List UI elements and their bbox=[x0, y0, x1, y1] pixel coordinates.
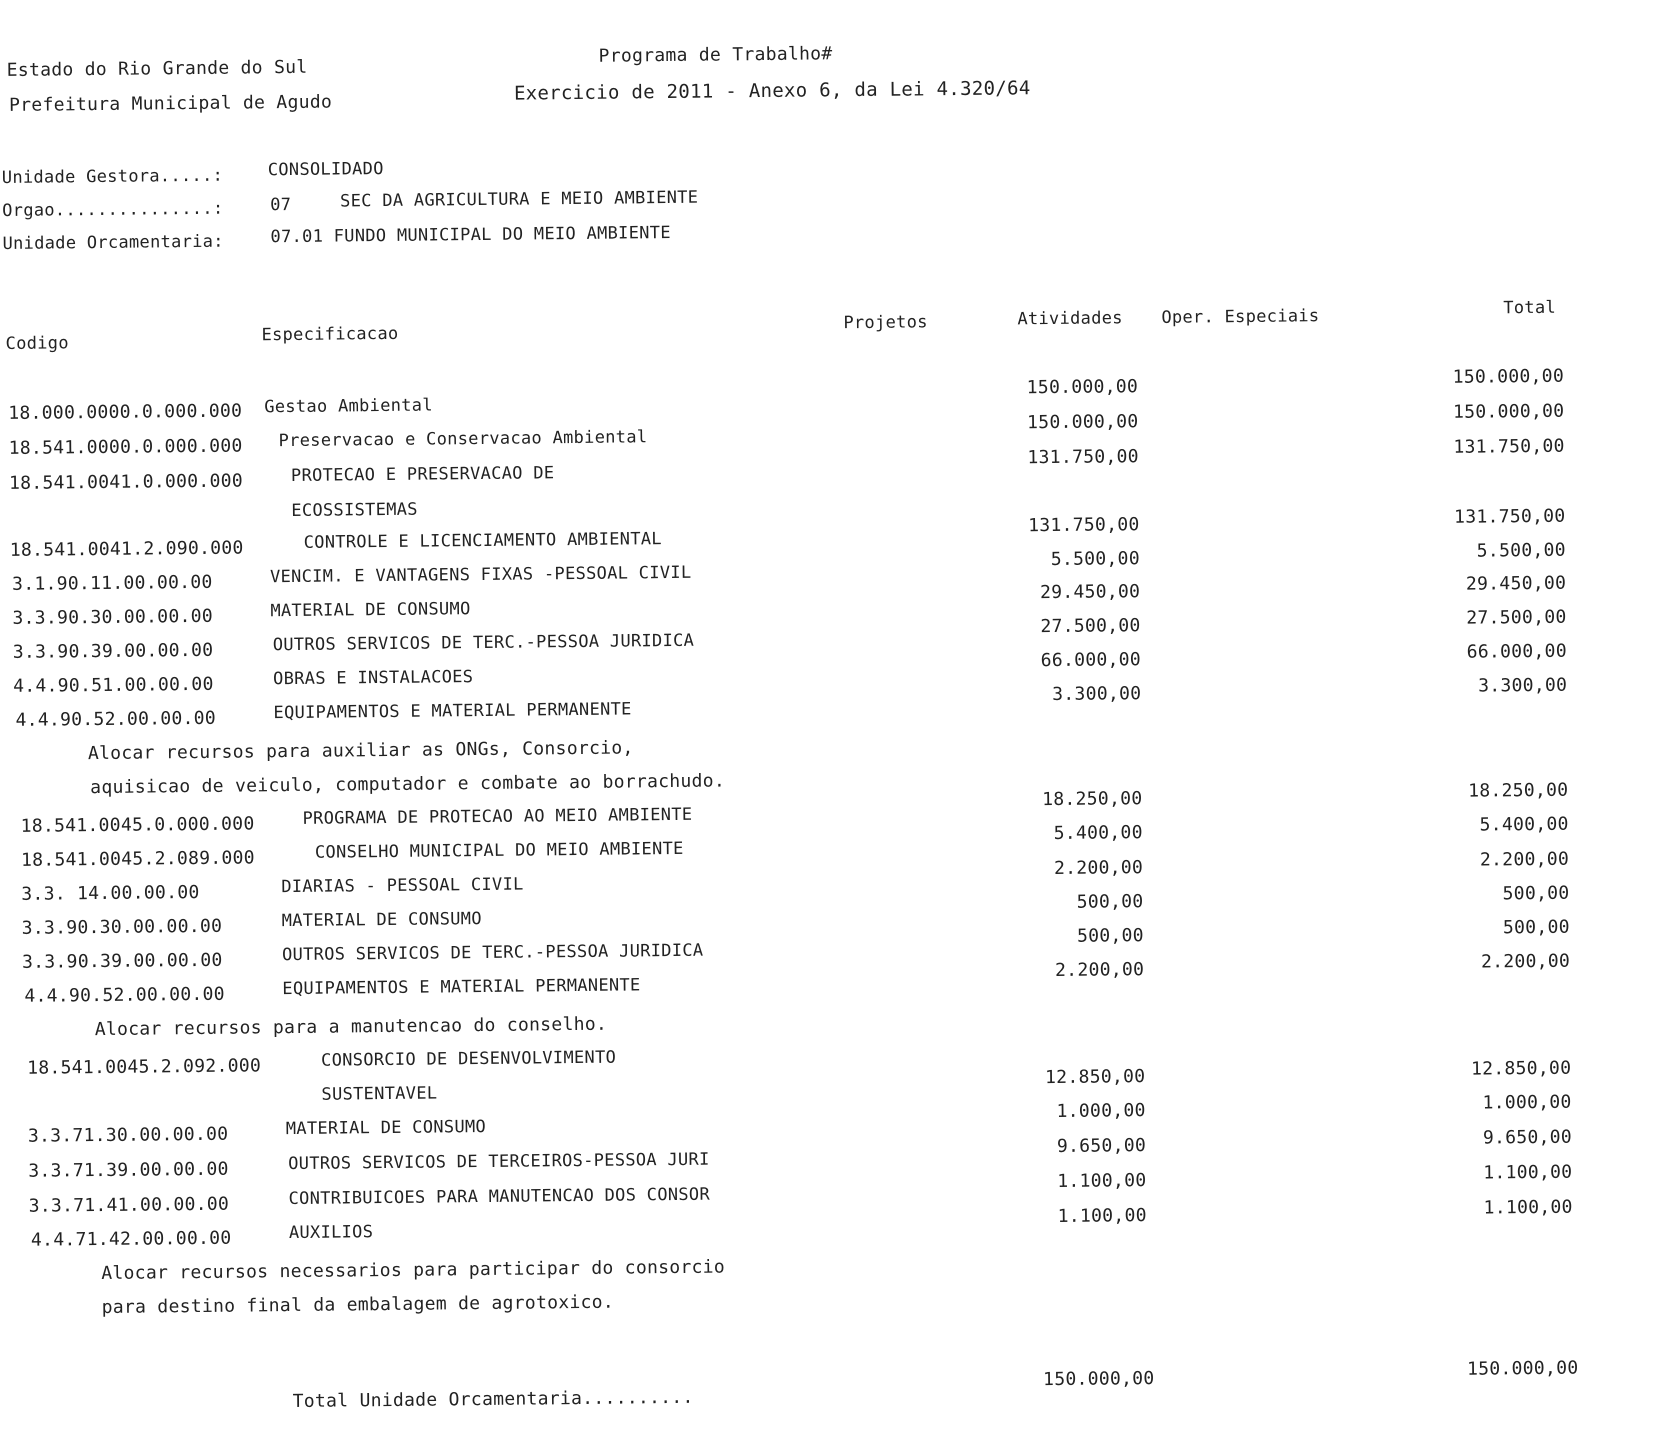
row-code: 3.3.90.39.00.00.00 bbox=[12, 639, 214, 663]
row-desc-continuation: SUSTENTAVEL bbox=[321, 1083, 438, 1105]
note-text: Alocar recursos necessarios para participar do consorcio bbox=[101, 1256, 726, 1285]
row-code: 3.3.71.30.00.00.00 bbox=[27, 1123, 229, 1147]
row-desc: MATERIAL DE CONSUMO bbox=[281, 909, 482, 932]
row-desc: Preservacao e Conservacao Ambiental bbox=[278, 427, 648, 452]
row-desc: CONTRIBUICOES PARA MANUTENCAO DOS CONSOR bbox=[288, 1184, 711, 1210]
row-code: 4.4.90.52.00.00.00 bbox=[24, 983, 226, 1007]
row-total: 2.200,00 bbox=[1480, 950, 1571, 973]
row-code: 3.3.71.39.00.00.00 bbox=[28, 1158, 229, 1182]
row-total: 29.450,00 bbox=[1465, 572, 1567, 595]
row-desc: EQUIPAMENTOS E MATERIAL PERMANENTE bbox=[273, 699, 632, 724]
row-atividades: 1.000,00 bbox=[1056, 1100, 1146, 1122]
row-desc: Gestao Ambiental bbox=[264, 395, 433, 418]
row-desc: EQUIPAMENTOS E MATERIAL PERMANENTE bbox=[282, 975, 641, 1000]
row-total: 500,00 bbox=[1502, 916, 1570, 939]
row-total: 3.300,00 bbox=[1478, 674, 1568, 697]
state-name: Estado do Rio Grande do Sul bbox=[6, 56, 308, 81]
row-total: 9.650,00 bbox=[1482, 1126, 1573, 1149]
row-desc: AUXILIOS bbox=[288, 1222, 374, 1244]
total-unidade-label: Total Unidade Orcamentaria.......... bbox=[292, 1386, 694, 1413]
row-atividades: 66.000,00 bbox=[1040, 649, 1142, 672]
note-text: Alocar recursos para auxiliar as ONGs, Consorcio, bbox=[87, 737, 634, 765]
row-code: 3.1.90.11.00.00.00 bbox=[12, 571, 213, 595]
row-desc: PROGRAMA DE PROTECAO AO MEIO AMBIENTE bbox=[302, 804, 693, 829]
row-total: 131.750,00 bbox=[1453, 435, 1565, 458]
row-desc: CONTROLE E LICENCIAMENTO AMBIENTAL bbox=[303, 529, 662, 553]
row-atividades: 12.850,00 bbox=[1044, 1066, 1146, 1089]
row-total: 131.750,00 bbox=[1454, 505, 1566, 528]
row-atividades: 131.750,00 bbox=[1027, 446, 1139, 469]
row-atividades: 18.250,00 bbox=[1042, 788, 1143, 811]
row-atividades: 1.100,00 bbox=[1057, 1170, 1147, 1192]
row-code: 18.541.0000.0.000.000 bbox=[8, 435, 243, 459]
orgao-label: Orgao...............: bbox=[2, 198, 224, 221]
row-total: 27.500,00 bbox=[1466, 606, 1567, 629]
row-total: 150.000,00 bbox=[1452, 400, 1565, 423]
row-atividades: 3.300,00 bbox=[1052, 683, 1142, 706]
unidade-gestora-value: CONSOLIDADO bbox=[267, 158, 384, 181]
municipality-name: Prefeitura Municipal de Agudo bbox=[8, 91, 333, 116]
row-code: 18.541.0041.2.090.000 bbox=[9, 537, 244, 561]
row-desc: OUTROS SERVICOS DE TERC.-PESSOA JURIDICA bbox=[272, 630, 695, 656]
row-atividades: 150.000,00 bbox=[1026, 376, 1139, 399]
row-atividades: 27.500,00 bbox=[1040, 615, 1141, 638]
exercise-title: Exercicio de 2011 - Anexo 6, da Lei 4.320/64 bbox=[513, 77, 1031, 105]
row-total: 5.500,00 bbox=[1476, 539, 1566, 562]
row-code: 18.541.0041.0.000.000 bbox=[8, 470, 244, 494]
note-text: aquisicao de veiculo, computador e combate ao borrachudo. bbox=[90, 770, 726, 799]
row-code: 18.541.0045.0.000.000 bbox=[20, 813, 255, 837]
total-unidade-atividades: 150.000,00 bbox=[1043, 1367, 1155, 1391]
row-code: 18.541.0045.2.092.000 bbox=[27, 1055, 262, 1079]
row-atividades: 9.650,00 bbox=[1056, 1135, 1147, 1157]
row-total: 5.400,00 bbox=[1479, 813, 1569, 836]
total-unidade-total: 150.000,00 bbox=[1466, 1357, 1579, 1380]
row-total: 18.250,00 bbox=[1468, 779, 1569, 802]
row-desc: DIARIAS - PESSOAL CIVIL bbox=[281, 874, 524, 898]
column-total: Total bbox=[1503, 297, 1557, 319]
row-code: 4.4.90.51.00.00.00 bbox=[13, 673, 214, 697]
unidade-orcamentaria-value: 07.01 FUNDO MUNICIPAL DO MEIO AMBIENTE bbox=[270, 222, 671, 248]
row-atividades: 500,00 bbox=[1076, 925, 1144, 947]
column-especificacao: Especificacao bbox=[261, 323, 399, 346]
column-atividades: Atividades bbox=[1017, 308, 1123, 330]
row-atividades: 29.450,00 bbox=[1039, 581, 1141, 604]
row-total: 500,00 bbox=[1502, 882, 1570, 905]
row-total: 1.100,00 bbox=[1483, 1161, 1573, 1184]
note-text: Alocar recursos para a manutencao do conselho. bbox=[94, 1013, 608, 1041]
orgao-name: SEC DA AGRICULTURA E MEIO AMBIENTE bbox=[340, 187, 699, 212]
row-total: 66.000,00 bbox=[1466, 640, 1568, 663]
unidade-orcamentaria-label: Unidade Orcamentaria: bbox=[2, 231, 224, 254]
row-total: 1.000,00 bbox=[1482, 1091, 1572, 1114]
row-desc-continuation: ECOSSISTEMAS bbox=[291, 499, 418, 521]
row-desc: MATERIAL DE CONSUMO bbox=[285, 1116, 487, 1140]
row-code: 4.4.71.42.00.00.00 bbox=[30, 1227, 232, 1251]
row-atividades: 5.400,00 bbox=[1053, 822, 1143, 845]
row-desc: OUTROS SERVICOS DE TERC.-PESSOA JURIDICA bbox=[281, 940, 704, 966]
row-desc: OBRAS E INSTALACOES bbox=[273, 667, 474, 690]
row-desc: CONSELHO MUNICIPAL DO MEIO AMBIENTE bbox=[314, 838, 684, 863]
row-code: 3.3.90.30.00.00.00 bbox=[12, 605, 214, 629]
orgao-code: 07 bbox=[270, 194, 292, 216]
row-atividades: 5.500,00 bbox=[1050, 548, 1141, 571]
row-desc: PROTECAO E PRESERVACAO DE bbox=[290, 463, 555, 486]
row-total: 2.200,00 bbox=[1479, 848, 1570, 871]
row-desc: OUTROS SERVICOS DE TERCEIROS-PESSOA JURI bbox=[288, 1149, 710, 1175]
row-total: 150.000,00 bbox=[1452, 365, 1565, 388]
row-code: 3.3.71.41.00.00.00 bbox=[28, 1193, 230, 1217]
unidade-gestora-label: Unidade Gestora.....: bbox=[1, 165, 224, 188]
row-atividades: 2.200,00 bbox=[1053, 857, 1144, 880]
row-total: 1.100,00 bbox=[1483, 1196, 1573, 1219]
row-code: 3.3.90.39.00.00.00 bbox=[21, 949, 223, 973]
row-atividades: 131.750,00 bbox=[1028, 514, 1140, 537]
row-code: 18.000.0000.0.000.000 bbox=[8, 400, 243, 424]
row-atividades: 1.100,00 bbox=[1057, 1205, 1147, 1227]
column-oper-especiais: Oper. Especiais bbox=[1161, 306, 1320, 328]
row-atividades: 150.000,00 bbox=[1026, 411, 1139, 434]
program-title: Programa de Trabalho# bbox=[598, 43, 833, 67]
column-projetos: Projetos bbox=[843, 312, 928, 334]
row-atividades: 500,00 bbox=[1076, 891, 1144, 913]
column-codigo: Codigo bbox=[5, 333, 69, 354]
note-text: para destino final da embalagem de agrotoxico. bbox=[101, 1291, 615, 1319]
row-desc: CONSORCIO DE DESENVOLVIMENTO bbox=[321, 1047, 617, 1071]
row-code: 3.3. 14.00.00.00 bbox=[21, 881, 200, 905]
row-desc: VENCIM. E VANTAGENS FIXAS -PESSOAL CIVIL bbox=[269, 562, 692, 588]
row-atividades: 2.200,00 bbox=[1055, 959, 1145, 982]
row-desc: MATERIAL DE CONSUMO bbox=[270, 599, 471, 622]
row-code: 3.3.90.30.00.00.00 bbox=[21, 915, 223, 939]
row-total: 12.850,00 bbox=[1470, 1057, 1572, 1080]
row-code: 18.541.0045.2.089.000 bbox=[20, 847, 255, 871]
row-code: 4.4.90.52.00.00.00 bbox=[15, 707, 217, 731]
